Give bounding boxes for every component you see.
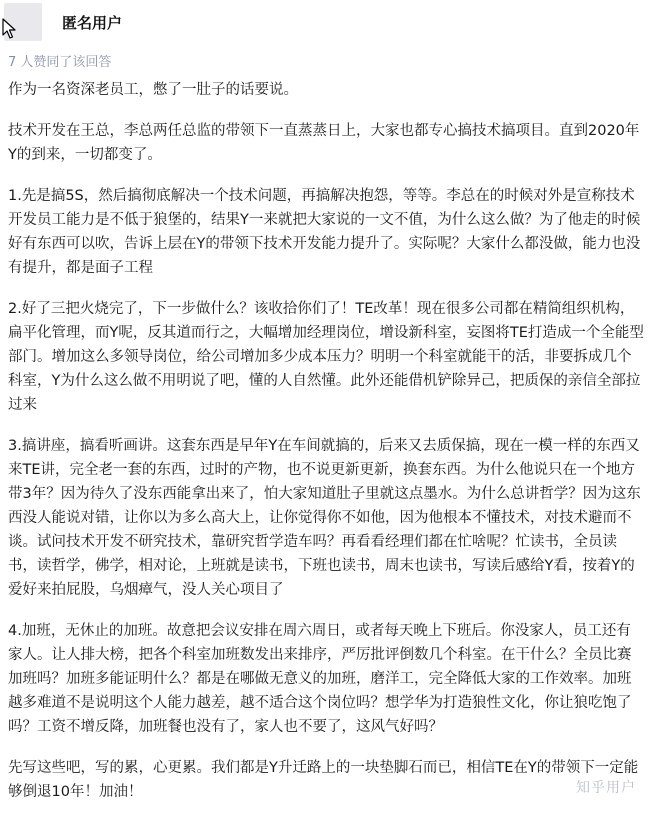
answer-paragraph: 先写这些吧，写的累，心更累。我们都是Y升迁路上的一块垫脚石而已，相信TE在Y的带领下一定能够倒退10年！加油！: [8, 760, 639, 800]
watermark: 知乎用户: [576, 780, 636, 796]
answer-paragraph: 2.好了三把火烧完了，下一步做什么？该收拾你们了！TE改革！现在很多公司都在精简组织机构，扁平化管理，而Y呢，反其道而行之，大幅增加经理岗位，增设新科室，妄图将TE打造成一个全能型部门。增加这么多领导岗位，给公司增加多少成本压力？明明一个科室就能干的活，非要拆成几个科室，Y为什么这么做不用明说了吧，懂的人自然懂。此外还能借机铲除异己，把质保的亲信全部拉过来: [8, 301, 644, 413]
answer-header: [0, 0, 650, 50]
answer-paragraph: 1.先是搞5S，然后搞彻底解决一个技术问题，再搞解决抱怨，等等。李总在的时候对外是宣称技术开发员工能力是不低于狼堡的，结果Y一来就把大家说的一文不值，为什么这么做？为了他走的时候好有东西可以吹，告诉上层在Y的带领下技术开发能力提升了。实际呢？大家什么都没做，能力也没有提升，都是面子工程: [8, 188, 641, 276]
vote-count-text[interactable]: 7 人赞同了该回答: [8, 55, 112, 70]
mouse-pointer-icon: [2, 18, 16, 40]
answer-paragraph: 作为一名资深老员工，憋了一肚子的话要说。: [8, 82, 298, 98]
answer-content: [8, 78, 644, 821]
author-name[interactable]: 匿名用户: [62, 14, 123, 32]
answer-paragraph: 3.搞讲座，搞看听画讲。这套东西是早年Y在车间就搞的，后来又去质保搞，现在一模一样的东西又来TE讲，完全老一套的东西，过时的产物，也不说更新更新，换套东西。为什么他说只在一个地方带3年？因为待久了没东西能拿出来了，怕大家知道肚子里就这点墨水。为什么总讲哲学？因为这东西没人能说对错，让你以为多么高大上，让你觉得你不如他，因为他根本不懂技术，对技术避而不谈。试问技术开发不研究技术，靠研究哲学造车吗？再看看经理们都在忙啥呢？忙读书，全员读书，读哲学，佛学，相对论，上班就是读书，下班也读书，周末也读书，写读后感给Y看，按着Y的爱好来拍屁股，乌烟瘴气，没人关心项目了: [8, 438, 641, 598]
answer-paragraph: 技术开发在王总，李总两任总监的带领下一直蒸蒸日上，大家也都专心搞技术搞项目。直到2020年Y的到来，一切都变了。: [8, 123, 640, 163]
answer-paragraph: 4.加班，无休止的加班。故意把会议安排在周六周日，或者每天晚上下班后。你没家人，员工还有家人。让人排大榜，把各个科室加班数发出来排序，严厉批评倒数几个科室。在干什么？全员比赛加班吗？加班多能证明什么？都是在哪做无意义的加班，磨洋工，完全降低大家的工作效率。加班越多难道不是说明这个人能力越差，越不适合这个岗位吗？想学华为打造狼性文化，你让狼吃饱了吗？工资不增反降，加班餐也没有了，家人也不要了，这风气好吗？: [8, 623, 632, 735]
